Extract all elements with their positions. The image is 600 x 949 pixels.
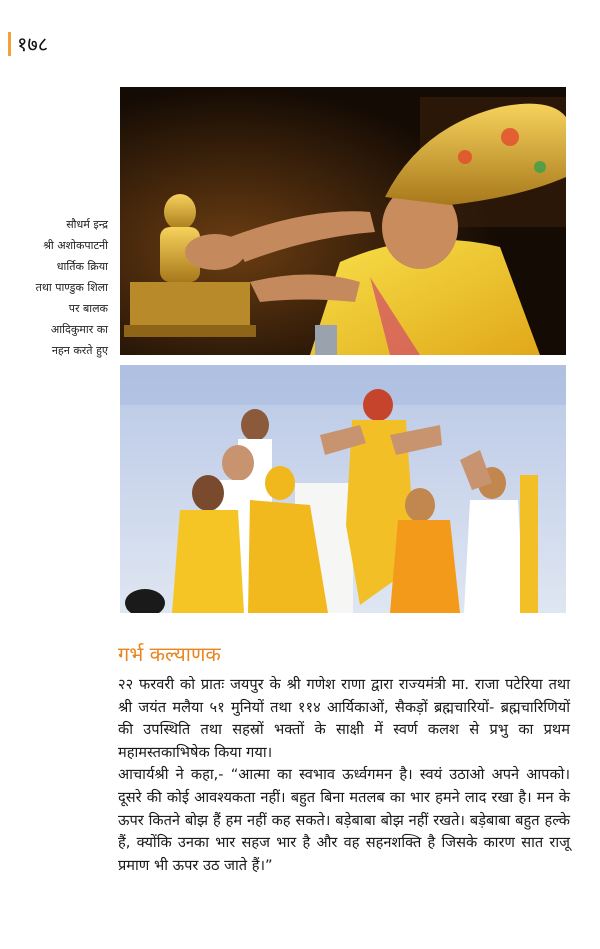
paragraph: २२ फरवरी को प्रातः जयपुर के श्री गणेश राणा द्वारा राज्यमंत्री मा. राजा पटेरिया तथा श्री जयंत मलैया ५१ मुनियों तथा ११४ आर्यिकाओं, सैकड़ों ब्रह्मचारियों- ब्रह्मचारिणियों की उपस्थिति तथा सहस्रों भक्तों के साक्षी में स्वर्ण कलश से प्रभु का प्रथम महामस्तकाभिषेक किया गया। [118,676,570,761]
page-number: १७८ [8,32,48,56]
section-heading: गर्भ कल्याणक [118,642,221,666]
abhishek-photo [120,87,566,355]
caption-line: सौधर्म इन्द्र [66,218,108,231]
caption-line: पर बालक [68,302,108,315]
caption-line: आदिकुमार का [50,323,108,336]
caption-line: तथा पाण्डुक शिला [35,281,108,294]
devotees-photo [120,365,566,613]
devotees-photo-illustration [120,365,566,613]
photo-caption [30,214,108,361]
caption-line: धार्तिक क्रिया [56,260,108,273]
paragraph: आचार्यश्री ने कहा,- “आत्मा का स्वभाव ऊर्ध्वगमन है। स्वयं उठाओ अपने आपको। दूसरे की कोई आवश्यकता नहीं। बहुत बिना मतलब का भार हमने लाद रखा है। मन के ऊपर कितने बोझ हैं हम नहीं कह सकते। बड़ेबाबा बोझ नहीं रखते। बड़ेबाबा बहुत हल्के हैं, क्योंकि उनका भार सहज भार है और वह सहनशक्ति है जिसके कारण सात राजू प्रमाण भी ऊपर उठ जाते हैं।” [118,766,570,874]
body-text [118,674,570,877]
caption-line: श्री अशोकपाटनी [43,239,108,252]
abhishek-photo-illustration [120,87,566,355]
caption-line: नहन करते हुए [51,344,108,357]
